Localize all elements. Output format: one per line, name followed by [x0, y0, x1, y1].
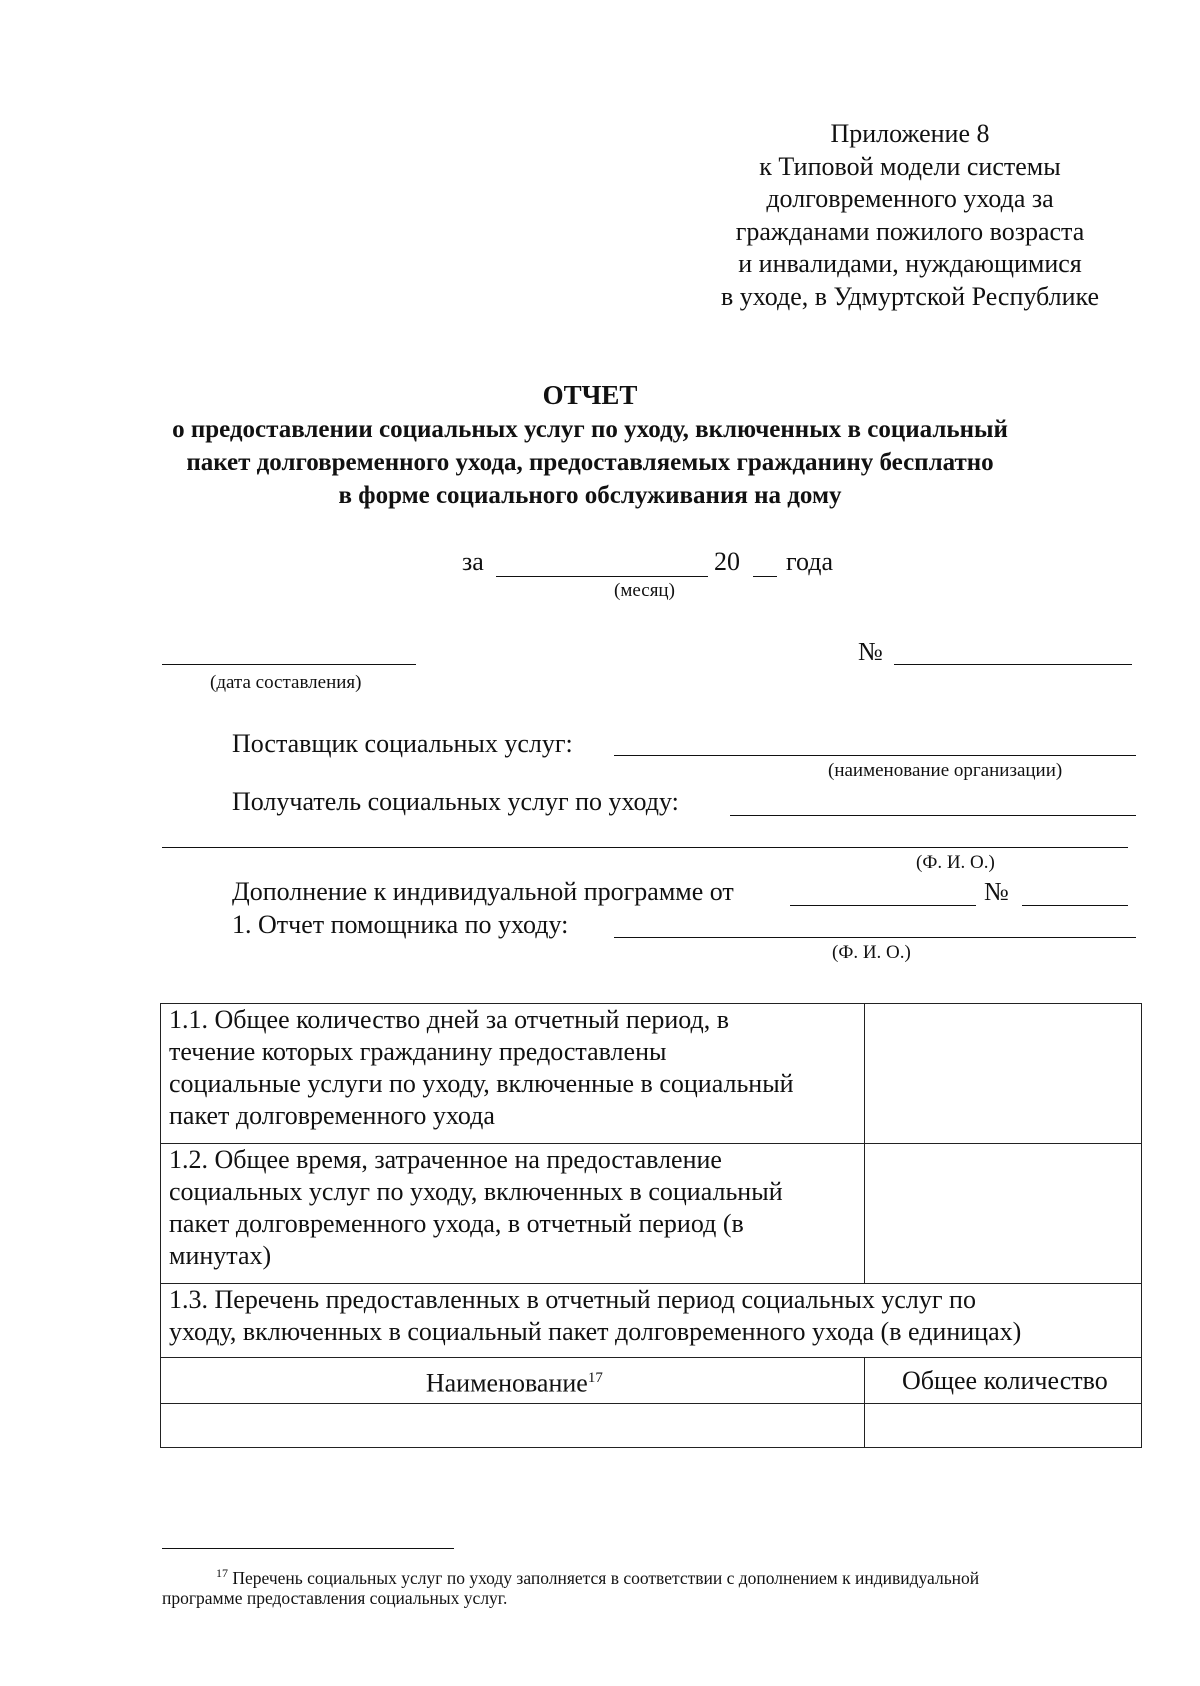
assistant-label: 1. Отчет помощника по уходу: [232, 910, 569, 939]
row-text-line: пакет долговременного ухода [169, 1101, 495, 1130]
footnote-text-line: Перечень социальных услуг по уходу заполняется в соответствии с дополнением к индивидуальной [232, 1567, 980, 1588]
date-field[interactable] [162, 664, 416, 665]
annex-line: к Типовой модели системы [759, 151, 1061, 181]
number-label: № [858, 637, 883, 666]
assistant-caption: (Ф. И. О.) [832, 942, 911, 963]
footnote-text-line: программе предоставления социальных услуг. [162, 1588, 508, 1608]
provider-caption: (наименование организации) [828, 760, 1063, 781]
annex-line: Приложение 8 [830, 119, 990, 148]
addendum-label: Дополнение к индивидуальной программе от [232, 877, 734, 906]
table-header-row [161, 1358, 1142, 1404]
assistant-field[interactable] [614, 937, 1136, 938]
row-1-1-value-cell[interactable] [864, 1004, 1141, 1144]
report-table [160, 1003, 1142, 1448]
row-text-line: минутах) [169, 1241, 272, 1270]
row-1-1-label [161, 1004, 865, 1144]
report-subtitle-line: о предоставлении социальных услуг по уходу, включенных в социальный [172, 416, 1008, 443]
table-row [161, 1404, 1142, 1448]
recipient-field[interactable] [730, 815, 1136, 816]
number-field[interactable] [894, 664, 1132, 665]
report-subtitle-line: пакет долговременного ухода, предоставляемых гражданину бесплатно [186, 449, 994, 476]
addendum-date-field[interactable] [790, 905, 976, 906]
year-field[interactable] [753, 576, 777, 577]
report-subtitle-line: в форме социального обслуживания на дому [338, 482, 842, 509]
annex-line: долговременного ухода за [766, 184, 1054, 213]
footnote-ref: 17 [587, 1369, 603, 1386]
date-caption: (дата составления) [210, 672, 362, 693]
service-total-cell[interactable] [864, 1404, 1141, 1448]
column-header-total: Общее количество [864, 1358, 1141, 1404]
annex-line: в уходе, в Удмуртской Республике [720, 281, 1100, 311]
footnote-separator [162, 1548, 454, 1549]
annex-line: и инвалидами, нуждающимися [738, 249, 1082, 278]
annex-line: гражданами пожилого возраста [735, 216, 1085, 246]
recipient-field-continued[interactable] [162, 847, 1128, 848]
service-name-cell[interactable] [161, 1404, 865, 1448]
report-title: ОТЧЕТ [542, 380, 638, 410]
row-text-line: социальные услуги по уходу, включенные в социальный [169, 1069, 794, 1098]
row-text-line: пакет долговременного ухода, в отчетный период (в [169, 1209, 744, 1238]
row-1-2-value-cell[interactable] [864, 1144, 1141, 1284]
annex-block [660, 118, 1160, 313]
provider-label: Поставщик социальных услуг: [232, 729, 573, 758]
row-text-line: социальных услуг по уходу, включенных в социальный [169, 1177, 783, 1206]
row-text-line: 1.2. Общее время, затраченное на предоставление [169, 1145, 722, 1174]
month-caption: (месяц) [614, 580, 675, 601]
addendum-number-label: № [984, 877, 1009, 906]
provider-field[interactable] [614, 755, 1136, 756]
row-text-line: 1.1. Общее количество дней за отчетный период, в [169, 1005, 730, 1034]
table-row [161, 1004, 1142, 1144]
recipient-caption: (Ф. И. О.) [916, 852, 995, 873]
row-text-line: 1.3. Перечень предоставленных в отчетный период социальных услуг по [169, 1285, 976, 1314]
row-text-line: уходу, включенных в социальный пакет долговременного ухода (в единицах) [169, 1317, 1022, 1346]
column-header-name [161, 1358, 865, 1404]
row-1-3-label [161, 1284, 1142, 1358]
period-suffix: года [786, 547, 834, 576]
table-row [161, 1284, 1142, 1358]
row-text-line: течение которых гражданину предоставлены [169, 1037, 667, 1066]
row-1-2-label [161, 1144, 865, 1284]
addendum-number-field[interactable] [1022, 905, 1128, 906]
column-header-name-text: Наименование [425, 1368, 588, 1398]
month-field[interactable] [496, 576, 708, 577]
recipient-label: Получатель социальных услуг по уходу: [232, 787, 679, 816]
period-prefix: за [462, 547, 484, 576]
footnote-mark: 17 [216, 1566, 228, 1580]
period-year: 20 [714, 547, 740, 576]
table-row [161, 1144, 1142, 1284]
